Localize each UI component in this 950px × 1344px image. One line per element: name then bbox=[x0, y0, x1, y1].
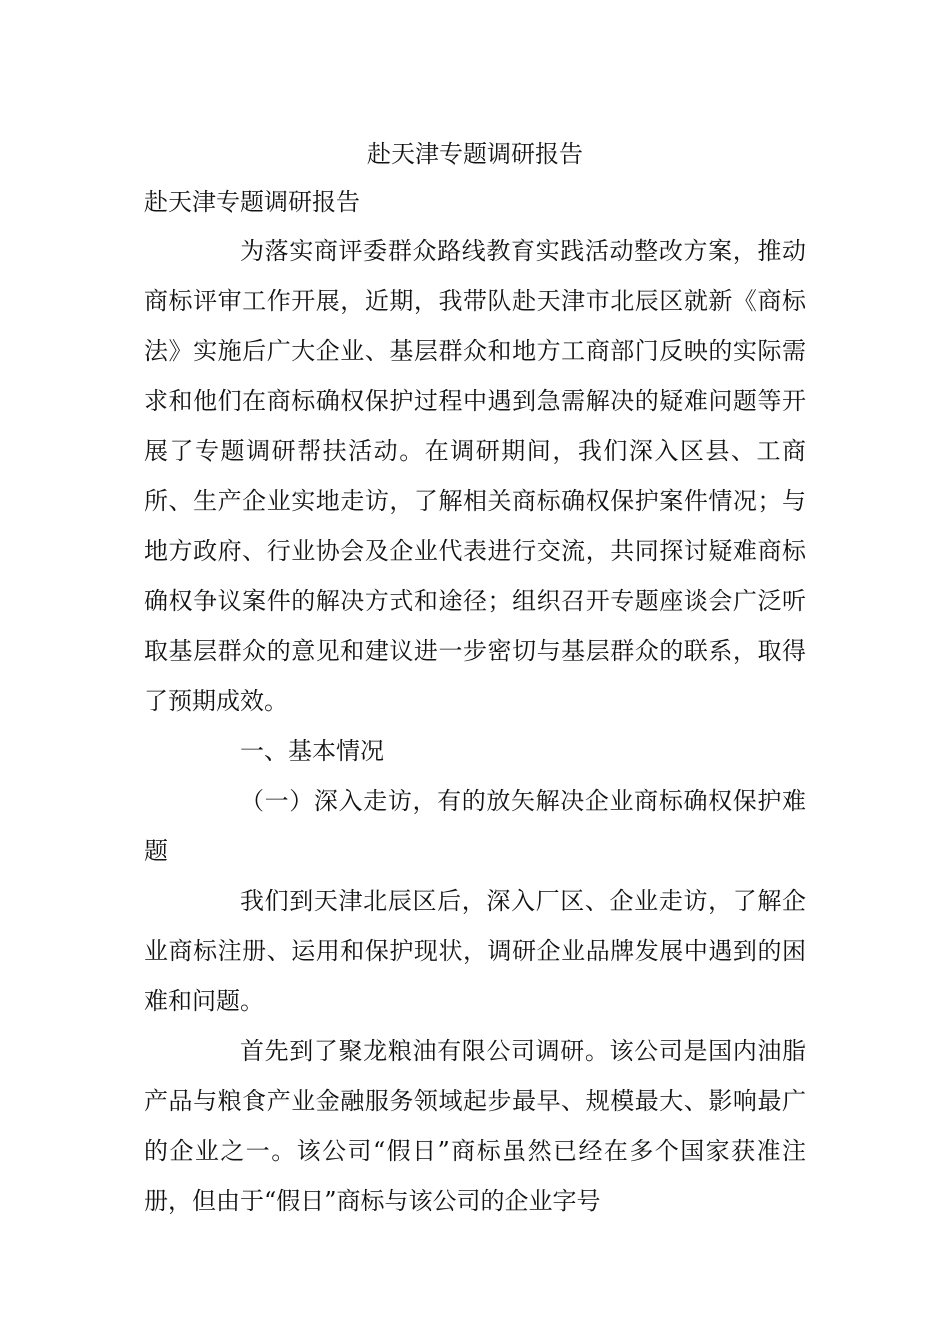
document-subtitle: 赴天津专题调研报告 bbox=[144, 188, 360, 216]
paragraph-intro: 为落实商评委群众路线教育实践活动整改方案，推动商标评审工作开展，近期，我带队赴天津市北辰区就新《商标法》实施后广大企业、基层群众和地方工商部门反映的实际需求和他们在商标确权保护过程中遇到急需解决的疑难问题等开展了专题调研帮扶活动。在调研期间，我们深入区县、工商所、生产企业实地走访，了解相关商标确权保护案件情况；与地方政府、行业协会及企业代表进行交流，共同探讨疑难商标确权争议案件的解决方式和途径；组织召开专题座谈会广泛听取基层群众的意见和建议进一步密切与基层群众的联系，取得了预期成效。 bbox=[144, 237, 806, 715]
paragraph-visit: 我们到天津北辰区后，深入厂区、企业走访，了解企业商标注册、运用和保护现状，调研企业品牌发展中遇到的困难和问题。 bbox=[144, 887, 806, 1015]
paragraph-company: 首先到了聚龙粮油有限公司调研。该公司是国内油脂产品与粮食产业金融服务领域起步最早、规模最大、影响最广的企业之一。该公司“假日”商标虽然已经在多个国家获准注册，但由于“假日”商标与该公司的企业字号 bbox=[144, 1037, 806, 1215]
subsection-heading: （一）深入走访，有的放矢解决企业商标确权保护难题 bbox=[144, 787, 806, 865]
document-title: 赴天津专题调研报告 bbox=[367, 140, 583, 168]
section-heading: 一、基本情况 bbox=[240, 737, 384, 765]
document-body bbox=[144, 130, 806, 1226]
